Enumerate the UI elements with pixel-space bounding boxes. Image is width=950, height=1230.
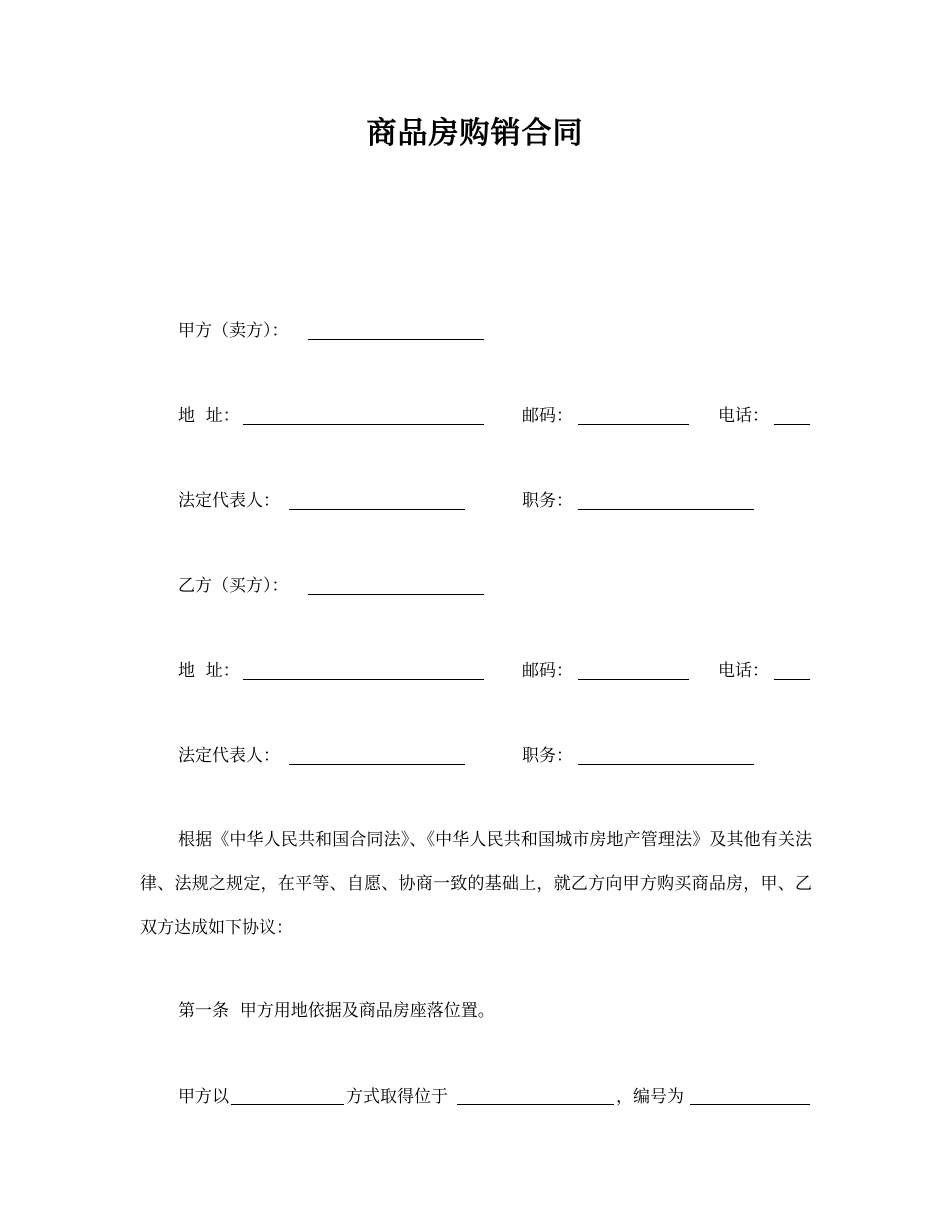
party-b-label: 乙方（买方）：: [178, 576, 289, 596]
party-a-blank[interactable]: [308, 339, 484, 340]
party-b-blank[interactable]: [308, 594, 484, 595]
party-b-postcode-blank[interactable]: [578, 679, 689, 680]
party-b-legal-rep-label: 法定代表人：: [178, 746, 280, 766]
party-b-position-label: 职务：: [522, 746, 573, 766]
party-b-postcode-label: 邮码：: [522, 661, 573, 681]
party-a-legal-rep-blank[interactable]: [289, 509, 465, 510]
article-1-heading: 第一条 甲方用地依据及商品房座落位置。: [178, 1001, 495, 1021]
article-1-clause-part3: ，编号为: [616, 1087, 684, 1107]
acquisition-method-blank[interactable]: [231, 1104, 344, 1105]
party-a-phone-label: 电话：: [718, 406, 769, 426]
location-blank[interactable]: [457, 1104, 614, 1105]
party-a-address-blank[interactable]: [243, 424, 484, 425]
party-b-phone-label: 电话：: [718, 661, 769, 681]
party-a-phone-blank[interactable]: [774, 424, 810, 425]
article-1-clause-part2: 方式取得位于: [346, 1087, 448, 1107]
preamble-paragraph: 根据《中华人民共和国合同法》、《中华人民共和国城市房地产管理法》及其他有关法律、法规之规定，在平等、自愿、协商一致的基础上，就乙方向甲方购买商品房，甲、乙双方达成如下协议：: [140, 830, 812, 938]
party-b-legal-rep-blank[interactable]: [289, 764, 465, 765]
party-b-address-label: 地 址：: [178, 661, 240, 681]
party-a-postcode-label: 邮码：: [522, 406, 573, 426]
party-a-legal-rep-label: 法定代表人：: [178, 491, 280, 511]
party-b-address-blank[interactable]: [243, 679, 484, 680]
party-a-position-blank[interactable]: [578, 509, 754, 510]
party-b-phone-blank[interactable]: [774, 679, 810, 680]
party-a-label: 甲方（卖方）：: [178, 321, 289, 341]
number-blank[interactable]: [690, 1104, 810, 1105]
party-b-position-blank[interactable]: [578, 764, 754, 765]
party-a-address-label: 地 址：: [178, 406, 240, 426]
party-a-postcode-blank[interactable]: [578, 424, 689, 425]
article-1-clause-part1: 甲方以: [178, 1087, 229, 1107]
party-a-position-label: 职务：: [522, 491, 573, 511]
document-title: 商品房购销合同: [366, 116, 584, 151]
